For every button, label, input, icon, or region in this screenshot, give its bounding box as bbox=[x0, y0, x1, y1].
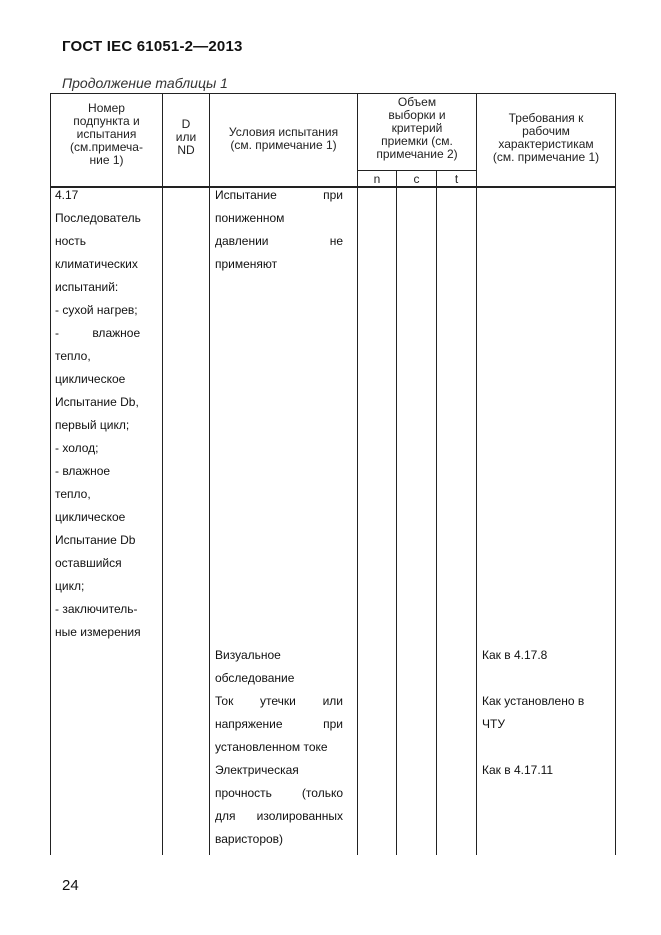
number-line: циклическое bbox=[55, 510, 126, 524]
header-dnd-line: или bbox=[175, 130, 197, 144]
number-line: оставшийся bbox=[55, 556, 122, 570]
condition-line: для изолированных bbox=[215, 809, 343, 823]
number-line: - холод; bbox=[55, 441, 99, 455]
col-divider-number bbox=[162, 93, 163, 855]
table-continuation-caption: Продолжение таблицы 1 bbox=[62, 75, 228, 91]
number-line: тепло, bbox=[55, 487, 91, 501]
header-conditions-line: (см. примечание 1) bbox=[230, 138, 337, 152]
header-sample-c: c bbox=[413, 172, 420, 186]
header-sample-t: t bbox=[454, 172, 459, 186]
number-line: ные измерения bbox=[55, 625, 141, 639]
header-conditions-line: Условия испытания bbox=[228, 125, 339, 139]
condition-low-pressure bbox=[215, 184, 343, 276]
header-requirements-line: рабочим bbox=[522, 124, 570, 138]
header-dnd bbox=[163, 118, 209, 157]
header-number-line: Номер bbox=[88, 101, 125, 115]
header-requirements-line: Требования к bbox=[508, 111, 584, 125]
table-top-border bbox=[50, 93, 616, 94]
header-sample-n: n bbox=[373, 172, 381, 186]
header-sample-line: критерий bbox=[391, 121, 443, 135]
number-line: первый цикл; bbox=[55, 418, 130, 432]
condition-line: прочность (только bbox=[215, 786, 343, 800]
number-line: - влажное bbox=[55, 326, 141, 340]
header-number-line: ние 1) bbox=[89, 153, 124, 167]
header-dnd-line: D bbox=[181, 117, 191, 131]
condition-line: Визуальное bbox=[215, 648, 281, 662]
requirement-line: Как установлено в bbox=[482, 694, 585, 708]
col-divider-dnd bbox=[209, 93, 210, 855]
header-sample bbox=[358, 96, 476, 161]
number-line: Испытание Db, bbox=[55, 395, 139, 409]
header-requirements bbox=[477, 112, 615, 164]
condition-line: напряжение при bbox=[215, 717, 343, 731]
requirement-line: ЧТУ bbox=[482, 717, 505, 731]
number-line: - заключитель- bbox=[55, 602, 138, 616]
condition-dielectric-strength bbox=[215, 759, 343, 851]
condition-visual-inspection bbox=[215, 644, 343, 690]
requirement-dielectric-strength: Как в 4.17.11 bbox=[482, 763, 554, 777]
sample-subheader-divider bbox=[357, 170, 476, 171]
page-number: 24 bbox=[62, 877, 79, 894]
row-4-17-number-cell bbox=[55, 184, 150, 644]
condition-line: пониженном bbox=[215, 211, 285, 225]
header-sample-line: примечание 2) bbox=[376, 147, 458, 161]
header-sample-line: приемки (см. bbox=[381, 134, 453, 148]
header-requirements-line: характеристикам bbox=[498, 137, 594, 151]
header-dnd-line: ND bbox=[177, 143, 195, 157]
header-conditions bbox=[210, 126, 357, 152]
number-line: тепло, bbox=[55, 349, 91, 363]
condition-line: варисторов) bbox=[215, 832, 284, 846]
condition-line: давлении не bbox=[215, 234, 343, 248]
number-line: - влажное bbox=[55, 464, 111, 478]
number-line: циклическое bbox=[55, 372, 126, 386]
header-sample-line: выборки и bbox=[388, 108, 446, 122]
condition-line: применяют bbox=[215, 257, 278, 271]
number-line: Испытание Db bbox=[55, 533, 136, 547]
number-line: цикл; bbox=[55, 579, 85, 593]
condition-leakage-current bbox=[215, 690, 343, 759]
condition-line: установленном токе bbox=[215, 740, 328, 754]
number-line: испытаний: bbox=[55, 280, 119, 294]
header-requirements-line: (см. примечание 1) bbox=[492, 150, 600, 164]
header-sample-line: Объем bbox=[397, 95, 437, 109]
condition-line: обследование bbox=[215, 671, 295, 685]
header-number-line: (см.примеча- bbox=[70, 140, 143, 154]
number-line: Последователь bbox=[55, 211, 141, 225]
col-divider-n bbox=[396, 170, 397, 855]
header-number-line: подпункта и bbox=[73, 114, 140, 128]
col-divider-conditions bbox=[357, 93, 358, 855]
condition-line: Ток утечки или bbox=[215, 694, 343, 708]
condition-line: Испытание при bbox=[215, 188, 343, 202]
table-right-border bbox=[615, 93, 616, 855]
header-number bbox=[51, 102, 162, 167]
condition-line: Электрическая bbox=[215, 763, 299, 777]
number-line: ность bbox=[55, 234, 87, 248]
table-left-border bbox=[50, 93, 51, 855]
header-number-line: испытания bbox=[76, 127, 137, 141]
requirement-visual-inspection: Как в 4.17.8 bbox=[482, 648, 548, 662]
col-divider-c bbox=[436, 170, 437, 855]
col-divider-sample bbox=[476, 93, 477, 855]
number-line: климатических bbox=[55, 257, 138, 271]
requirement-leakage-current bbox=[482, 690, 610, 736]
document-title: ГОСТ IEC 61051-2—2013 bbox=[62, 38, 243, 55]
number-line: 4.17 bbox=[55, 188, 79, 202]
number-line: - сухой нагрев; bbox=[55, 303, 138, 317]
